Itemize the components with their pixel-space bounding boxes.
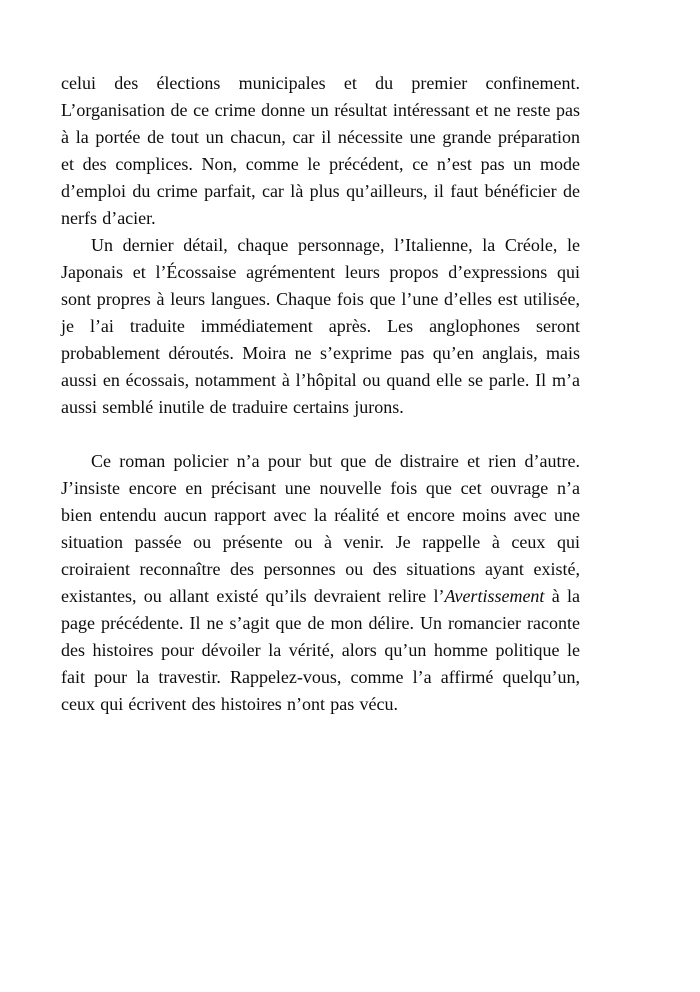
- paragraph-disclaimer-text-after: à la page précédente. Il ne s’agit que de mon délire. Un romancier raconte des histoires pour dévoiler la vérité, alors qu’un homme politique le fait pour la travestir. Rappelez-vous, comme l’a affirmé quelqu’un, ceux qui écrivent des histoires n’ont pas vécu.: [61, 586, 581, 714]
- paragraph-disclaimer: [61, 448, 580, 718]
- paragraph-characters-languages: Un dernier détail, chaque personnage, l’Italienne, la Créole, le Japonais et l’Écossaise agrémentent leurs propos d’expressions qui sont propres à leurs langues. Chaque fois que l’une d’elles est utilisée, je l’ai traduite immédiatement après. Les anglophones seront probablement déroutés. Moira ne s’exprime pas qu’en anglais, mais aussi en écossais, notamment à l’hôpital ou quand elle se parle. Il m’a aussi semblé inutile de traduire certains jurons.: [61, 235, 580, 417]
- paragraph-disclaimer-text-before: Ce roman policier n’a pour but que de distraire et rien d’autre. J’insiste encore en précisant une nouvelle fois que cet ouvrage n’a bien entendu aucun rapport avec la réalité et encore moins avec une situation passée ou présente ou à venir. Je rappelle à ceux qui croiraient reconnaître des personnes ou des situations ayant existé, existantes, ou allant existé qu’ils devraient relire l’: [61, 451, 580, 606]
- avertissement-italic-term: Avertissement: [444, 586, 545, 606]
- page-text-block: [61, 70, 580, 718]
- paragraph-continuation: celui des élections municipales et du premier confinement. L’organisation de ce crime donne un résultat intéressant et ne reste pas à la portée de tout un chacun, car il nécessite une grande préparation et des complices. Non, comme le précédent, ce n’est pas un mode d’emploi du crime parfait, car là plus qu’ailleurs, il faut bénéficier de nerfs d’acier.: [61, 73, 580, 228]
